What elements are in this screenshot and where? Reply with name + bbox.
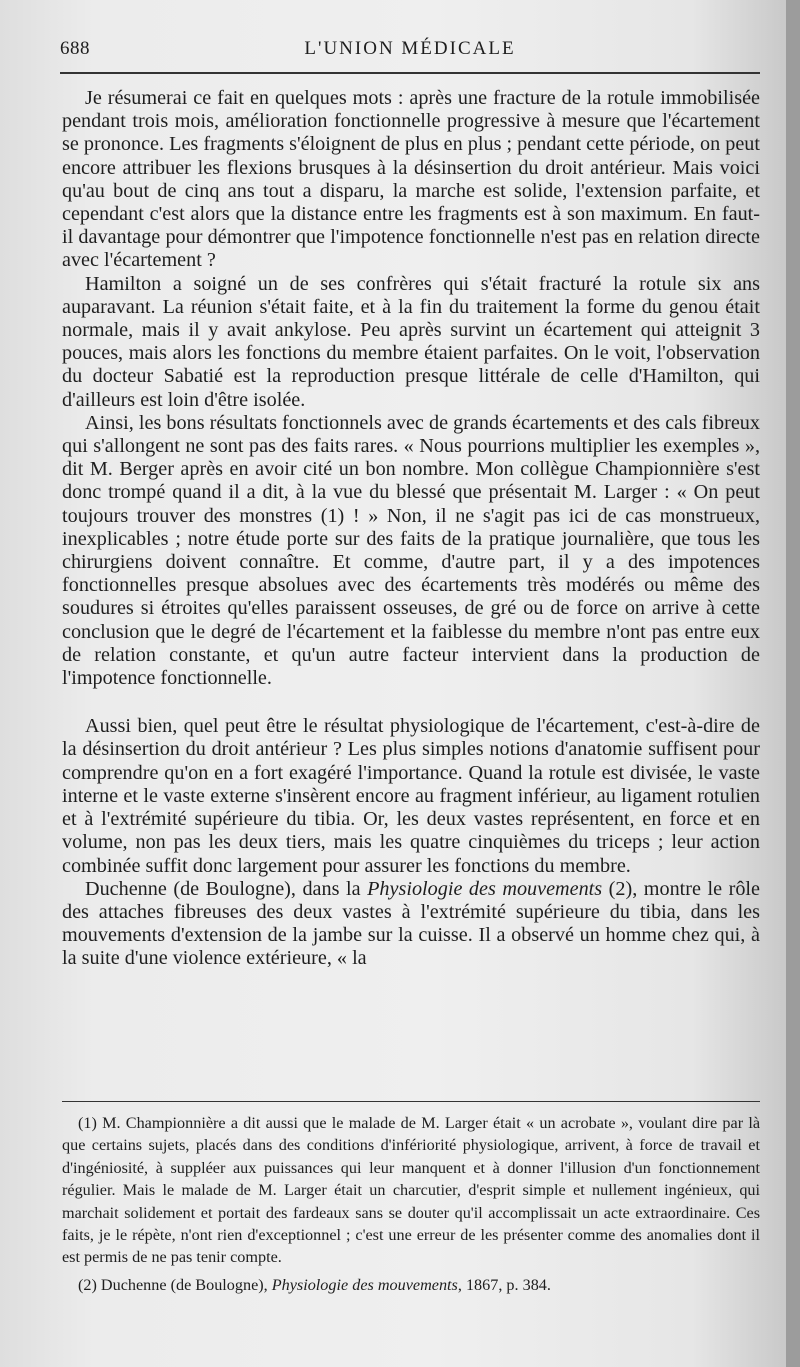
footnote-text: (2) Duchenne (de Boulogne), xyxy=(78,1275,272,1294)
page-header xyxy=(60,38,760,70)
paragraph xyxy=(62,878,760,971)
paragraph: Je résumerai ce fait en quelques mots : après une fracture de la rotule immobilisée pendant trois mois, amélioration fonctionnelle progressive à mesure que l'écartement se prononce. Les fragments s'éloignent de plus en plus ; pendant cette période, on peut encore attribuer les flexions brusques à la désinsertion du droit antérieur. Mais voici qu'au bout de cinq ans tout a disparu, la marche est solide, l'extension parfaite, et cependant c'est alors que la distance entre les fragments est à son maximum. En faut-il davantage pour démontrer que l'impotence fonctionnelle n'est pas en relation directe avec l'écartement ? xyxy=(62,87,760,272)
body-text xyxy=(62,87,760,971)
footnotes xyxy=(62,1112,760,1296)
header-rule xyxy=(60,72,760,74)
footnote-rule xyxy=(62,1101,760,1102)
book-title-italic: Physiologie des mouvements xyxy=(367,877,603,900)
running-title: L'UNION MÉDICALE xyxy=(304,38,516,59)
book-title-italic: Physiologie des mouvements xyxy=(271,1275,458,1294)
footnote-1: (1) M. Championnière a dit aussi que le malade de M. Larger était « un acrobate », voulant dire par là que certains sujets, placés dans des conditions d'infériorité physiologique, arrivent, à force de travail et d'ingéniosité, à suppléer aux puissances qui leur manquent et à donner l'illusion d'un fonctionnement régulier. Mais le malade de M. Larger était un charcutier, d'esprit simple et nullement ingénieux, qui marchait solidement et portait des fardeaux sans se douter qu'il accomplissait un acte extraordinaire. Ces faits, je le répète, n'ont rien d'exceptionnel ; c'est une erreur de les présenter comme des anomalies dont il est permis de ne pas tenir compte. xyxy=(62,1114,760,1267)
footnote-text: , 1867, p. 384. xyxy=(457,1275,551,1294)
paragraph: Ainsi, les bons résultats fonctionnels avec de grands écartements et des cals fibreux qui s'allongent ne sont pas des faits rares. « Nous pourrions multiplier les exemples », dit M. Berger après en avoir cité un bon nombre. Mon collègue Championnière s'est donc trompé quand il a dit, à la vue du blessé que présentait M. Larger : « On peut toujours trouver des monstres (1) ! » Non, il ne s'agit pas ici de cas monstrueux, inexplicables ; notre étude porte sur des faits de la pratique journalière, que tous les chirurgiens doivent connaître. Et comme, d'autre part, il y a des impotences fonctionnelles presque absolues avec des écartements très modérés ou même des soudures si étroites qu'elles paraissent osseuses, de gré ou de force on arrive à cette conclusion que le degré de l'écartement et la faiblesse du membre n'ont pas entre eux de relation constante, et qu'un autre facteur intervient dans la production de l'impotence fonctionnelle. xyxy=(62,411,760,690)
paragraph: Hamilton a soigné un de ses confrères qui s'était fracturé la rotule six ans auparavant. La réunion s'était faite, et à la fin du traitement la forme du genou était normale, mais il y avait ankylose. Peu après survint un écartement qui atteignit 3 pouces, mais alors les fonctions du membre étaient parfaites. On le voit, l'observation du docteur Sabatié est la reproduction presque littérale de celle d'Hamilton, qui d'ailleurs est loin d'être isolée. xyxy=(62,272,760,411)
footnote-2 xyxy=(62,1274,760,1296)
paragraph-text: Duchenne (de Boulogne), dans la xyxy=(85,877,368,900)
paragraph-text: (2), montre le rôle des attaches fibreuses des deux vastes à l'extrémité supérieure du tibia, dans les mouvements d'extension de la jambe sur la cuisse. Il a observé un homme chez qui, à la suite d'une violence extérieure, « la xyxy=(62,877,760,970)
paragraph: Aussi bien, quel peut être le résultat physiologique de l'écartement, c'est-à-dire de la désinsertion du droit antérieur ? Les plus simples notions d'anatomie suffisent pour comprendre qu'on en a fort exagéré l'importance. Quand la rotule est divisée, le vaste interne et le vaste externe s'insèrent encore au fragment inférieur, au ligament rotulien et à l'extrémité supérieure du tibia. Or, les deux vastes représentent, en force et en volume, non pas les deux tiers, mais les quatre cinquièmes du triceps ; leur action combinée suffit donc largement pour assurer les fonctions du membre. xyxy=(62,715,760,877)
page-number: 688 xyxy=(60,38,90,59)
